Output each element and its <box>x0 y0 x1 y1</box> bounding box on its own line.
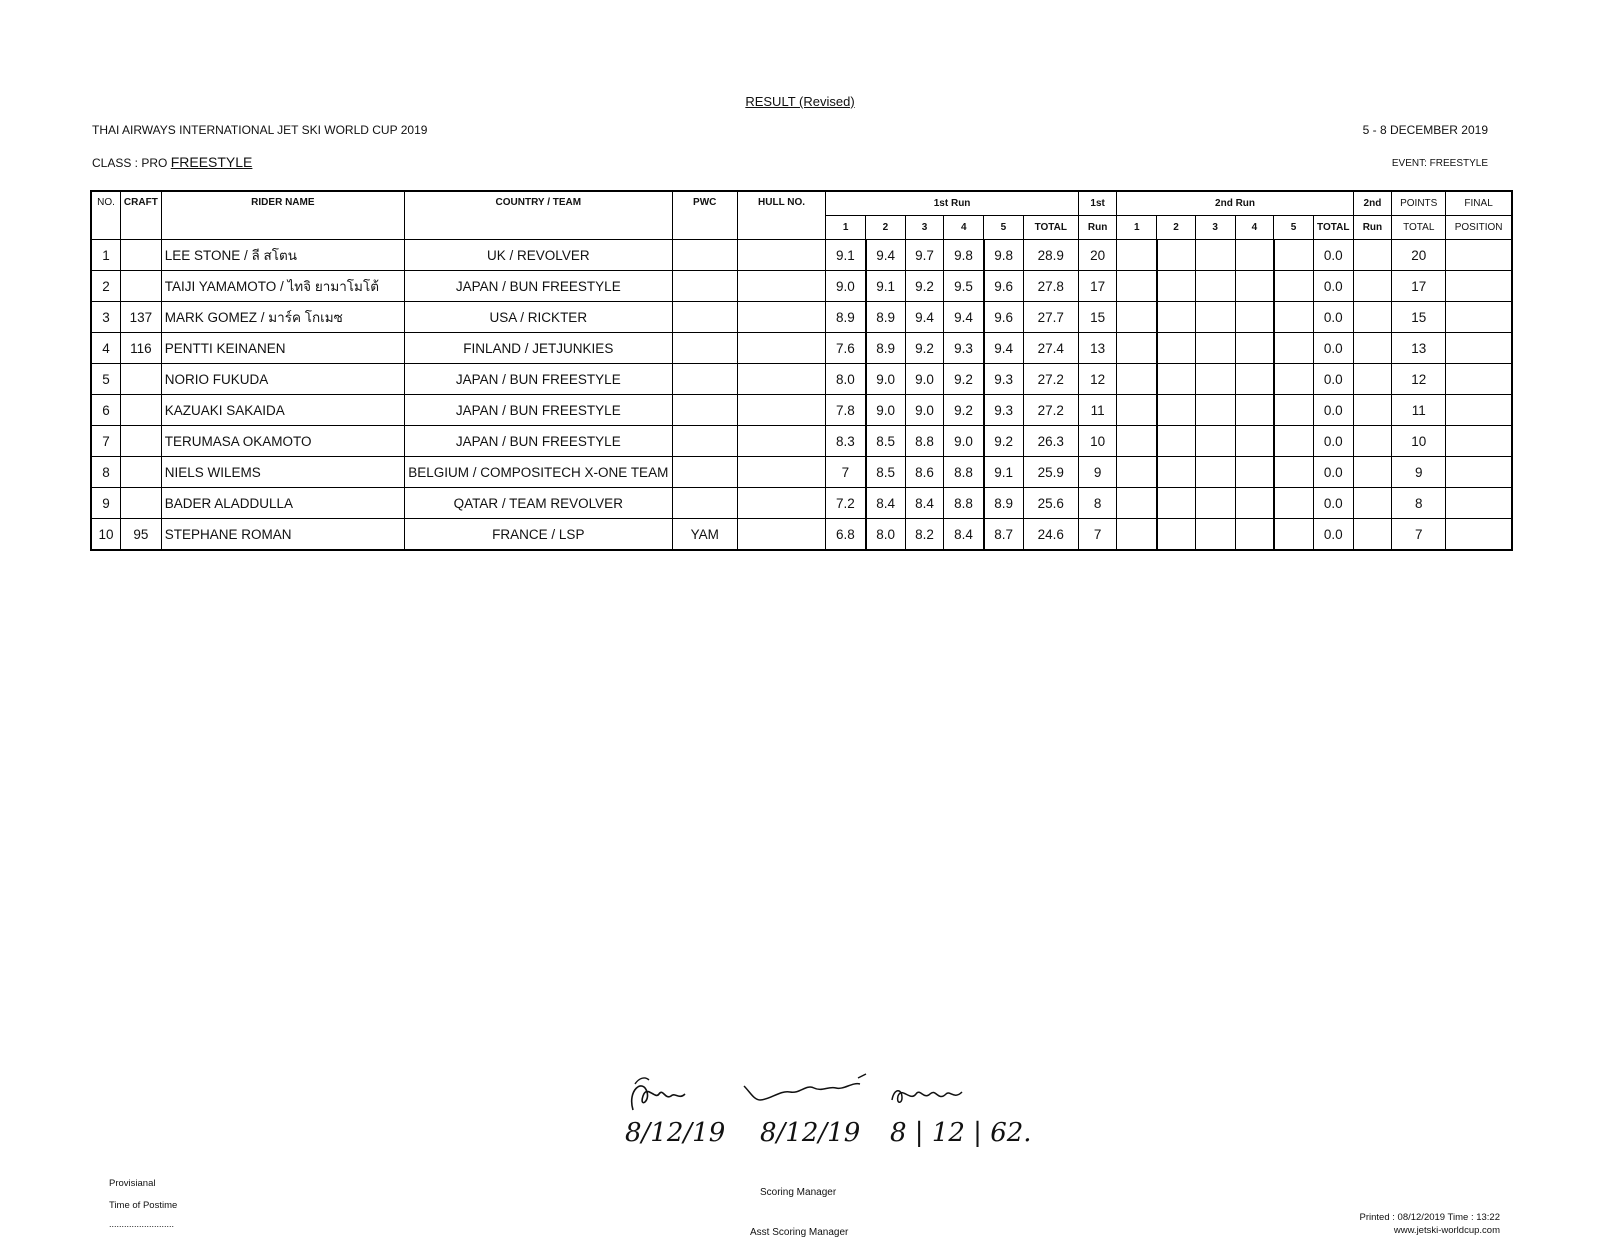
cell-run2-score <box>1274 519 1314 551</box>
time-of-postime-label: Time of Postime <box>109 1200 178 1211</box>
col-header-run1-judge: 5 <box>984 216 1024 240</box>
cell-rider: MARK GOMEZ / มาร์ค โกเมซ <box>161 302 404 333</box>
cell-country: JAPAN / BUN FREESTYLE <box>404 364 672 395</box>
col-header-run2-judge: 4 <box>1235 216 1274 240</box>
signature-date: 8/12/19 <box>625 1118 726 1148</box>
cell-run1-score: 9.0 <box>866 364 906 395</box>
cell-run1-points: 10 <box>1078 426 1117 457</box>
cell-pwc: YAM <box>672 519 737 551</box>
cell-run1-points: 12 <box>1078 364 1117 395</box>
cell-run2-score <box>1157 333 1196 364</box>
cell-points-total: 7 <box>1392 519 1446 551</box>
cell-rider: BADER ALADDULLA <box>161 488 404 519</box>
cell-run2-score <box>1195 333 1235 364</box>
cell-run2-score <box>1195 457 1235 488</box>
cell-run2-total: 0.0 <box>1313 395 1353 426</box>
col-header-craft: CRAFT <box>121 191 162 240</box>
cell-no: 9 <box>91 488 121 519</box>
table-row <box>91 364 1512 395</box>
col-header-run1-judge: 3 <box>905 216 944 240</box>
cell-run1-score: 9.4 <box>866 240 906 271</box>
cell-no: 1 <box>91 240 121 271</box>
col-header-run2-judge: 2 <box>1157 216 1196 240</box>
cell-run1-score: 9.1 <box>826 240 866 271</box>
col-header-run1-total: TOTAL <box>1023 216 1078 240</box>
cell-points-total: 20 <box>1392 240 1446 271</box>
cell-run2-score <box>1235 519 1274 551</box>
cell-run1-score: 8.7 <box>984 519 1024 551</box>
cell-run2-total: 0.0 <box>1313 271 1353 302</box>
cell-run2-score <box>1195 271 1235 302</box>
cell-country: BELGIUM / COMPOSITECH X-ONE TEAM <box>404 457 672 488</box>
cell-run1-total: 28.9 <box>1023 240 1078 271</box>
cell-run2-score <box>1235 333 1274 364</box>
cell-run1-score: 8.4 <box>866 488 906 519</box>
cell-pwc <box>672 457 737 488</box>
cell-run1-score: 9.4 <box>944 302 984 333</box>
cell-run2-total: 0.0 <box>1313 240 1353 271</box>
cell-country: JAPAN / BUN FREESTYLE <box>404 271 672 302</box>
cell-run1-points: 7 <box>1078 519 1117 551</box>
table-row <box>91 395 1512 426</box>
cell-run1-score: 8.5 <box>866 426 906 457</box>
cell-run2-score <box>1117 457 1157 488</box>
table-row <box>91 271 1512 302</box>
cell-run1-score: 9.4 <box>984 333 1024 364</box>
cell-run2-score <box>1235 488 1274 519</box>
cell-rider: STEPHANE ROMAN <box>161 519 404 551</box>
cell-run2-score <box>1235 271 1274 302</box>
col-header-hull: HULL NO. <box>737 191 826 240</box>
cell-run1-points: 17 <box>1078 271 1117 302</box>
cell-run1-points: 9 <box>1078 457 1117 488</box>
cell-run1-score: 8.0 <box>866 519 906 551</box>
cell-run2-score <box>1235 302 1274 333</box>
signature-date: 8/12/19 <box>760 1118 861 1148</box>
cell-craft <box>121 488 162 519</box>
cell-run1-score: 9.0 <box>866 395 906 426</box>
col-header-pwc: PWC <box>672 191 737 240</box>
cell-final-position <box>1446 457 1512 488</box>
cell-run1-points: 20 <box>1078 240 1117 271</box>
cell-run1-score: 8.9 <box>866 302 906 333</box>
cell-country: JAPAN / BUN FREESTYLE <box>404 426 672 457</box>
table-row <box>91 240 1512 271</box>
cell-run1-score: 7 <box>826 457 866 488</box>
table-row <box>91 426 1512 457</box>
cell-run1-score: 9.7 <box>905 240 944 271</box>
class-prefix: CLASS : PRO <box>92 156 168 170</box>
cell-run1-score: 8.2 <box>905 519 944 551</box>
cell-run1-score: 8.4 <box>905 488 944 519</box>
table-row <box>91 488 1512 519</box>
cell-run2-score <box>1274 426 1314 457</box>
cell-craft: 95 <box>121 519 162 551</box>
cell-run2-score <box>1235 457 1274 488</box>
col-header-run2-points-top: 2nd <box>1353 191 1392 216</box>
cell-run2-score <box>1195 426 1235 457</box>
cell-run2-points <box>1353 488 1392 519</box>
cell-run1-score: 9.2 <box>984 426 1024 457</box>
cell-run2-score <box>1117 271 1157 302</box>
cell-run2-points <box>1353 519 1392 551</box>
cell-run2-score <box>1195 240 1235 271</box>
col-header-run2-judge: 3 <box>1195 216 1235 240</box>
col-header-run2: 2nd Run <box>1117 191 1353 216</box>
cell-run2-score <box>1235 240 1274 271</box>
cell-run2-score <box>1157 426 1196 457</box>
cell-run1-score: 9.0 <box>905 395 944 426</box>
cell-country: FRANCE / LSP <box>404 519 672 551</box>
col-header-run2-judge: 5 <box>1274 216 1314 240</box>
cell-run1-score: 9.1 <box>866 271 906 302</box>
cell-hull <box>737 240 826 271</box>
cell-pwc <box>672 395 737 426</box>
cell-run1-score: 9.8 <box>944 240 984 271</box>
cell-hull <box>737 333 826 364</box>
col-header-run2-points-bottom: Run <box>1353 216 1392 240</box>
cell-points-total: 10 <box>1392 426 1446 457</box>
cell-run1-score: 9.2 <box>944 395 984 426</box>
cell-run1-points: 11 <box>1078 395 1117 426</box>
cell-no: 3 <box>91 302 121 333</box>
cell-run2-total: 0.0 <box>1313 426 1353 457</box>
col-header-points-top: POINTS <box>1392 191 1446 216</box>
col-header-rider: RIDER NAME <box>161 191 404 240</box>
cell-run1-score: 8.9 <box>866 333 906 364</box>
cell-run2-score <box>1235 364 1274 395</box>
cell-run1-points: 13 <box>1078 333 1117 364</box>
cell-points-total: 11 <box>1392 395 1446 426</box>
cell-country: UK / REVOLVER <box>404 240 672 271</box>
cell-points-total: 17 <box>1392 271 1446 302</box>
cell-run1-score: 9.2 <box>905 271 944 302</box>
cell-no: 2 <box>91 271 121 302</box>
cell-rider: TAIJI YAMAMOTO / ไทจิ ยามาโมโต้ <box>161 271 404 302</box>
cell-pwc <box>672 333 737 364</box>
cell-run1-points: 8 <box>1078 488 1117 519</box>
cell-pwc <box>672 488 737 519</box>
cell-hull <box>737 457 826 488</box>
cell-run1-score: 9.6 <box>984 302 1024 333</box>
signature-3 <box>888 1080 968 1110</box>
cell-run2-score <box>1117 302 1157 333</box>
cell-run2-total: 0.0 <box>1313 302 1353 333</box>
cell-craft <box>121 240 162 271</box>
cell-final-position <box>1446 426 1512 457</box>
cell-run1-score: 8.0 <box>826 364 866 395</box>
cell-no: 4 <box>91 333 121 364</box>
cell-run2-score <box>1157 271 1196 302</box>
cell-run2-score <box>1274 302 1314 333</box>
cell-run1-score: 9.5 <box>944 271 984 302</box>
cell-run2-score <box>1157 302 1196 333</box>
col-header-run2-total: TOTAL <box>1313 216 1353 240</box>
cell-run2-points <box>1353 426 1392 457</box>
cell-run2-score <box>1157 240 1196 271</box>
cell-run2-total: 0.0 <box>1313 488 1353 519</box>
cell-run2-score <box>1195 488 1235 519</box>
cell-run1-score: 9.0 <box>826 271 866 302</box>
cell-run2-score <box>1117 488 1157 519</box>
cell-run2-score <box>1117 364 1157 395</box>
cell-run1-total: 25.6 <box>1023 488 1078 519</box>
cell-run2-points <box>1353 395 1392 426</box>
website-url: www.jetski-worldcup.com <box>1393 1225 1500 1236</box>
cell-points-total: 8 <box>1392 488 1446 519</box>
col-header-run1-judge: 2 <box>866 216 906 240</box>
cell-run2-score <box>1117 519 1157 551</box>
event-name: THAI AIRWAYS INTERNATIONAL JET SKI WORLD CUP 2019 <box>92 123 428 137</box>
cell-run2-points <box>1353 333 1392 364</box>
cell-run1-score: 8.4 <box>944 519 984 551</box>
provisional-label: Provisianal <box>109 1178 156 1189</box>
cell-run2-score <box>1274 240 1314 271</box>
cell-final-position <box>1446 488 1512 519</box>
cell-points-total: 13 <box>1392 333 1446 364</box>
cell-run1-score: 9.6 <box>984 271 1024 302</box>
col-header-final-top: FINAL <box>1446 191 1512 216</box>
col-header-country: COUNTRY / TEAM <box>404 191 672 240</box>
class-line <box>92 154 252 170</box>
cell-run2-score <box>1274 333 1314 364</box>
cell-run1-score: 7.8 <box>826 395 866 426</box>
cell-hull <box>737 302 826 333</box>
class-name: FREESTYLE <box>170 154 253 170</box>
cell-rider: NORIO FUKUDA <box>161 364 404 395</box>
cell-final-position <box>1446 302 1512 333</box>
cell-pwc <box>672 364 737 395</box>
table-row <box>91 519 1512 551</box>
cell-run2-points <box>1353 302 1392 333</box>
cell-country: QATAR / TEAM REVOLVER <box>404 488 672 519</box>
cell-run1-score: 7.2 <box>826 488 866 519</box>
cell-final-position <box>1446 240 1512 271</box>
cell-run1-score: 9.1 <box>984 457 1024 488</box>
cell-run2-score <box>1195 364 1235 395</box>
cell-run1-score: 7.6 <box>826 333 866 364</box>
signature-2 <box>740 1070 880 1110</box>
cell-run1-score: 9.8 <box>984 240 1024 271</box>
cell-final-position <box>1446 333 1512 364</box>
cell-run1-score: 9.2 <box>944 364 984 395</box>
cell-craft <box>121 395 162 426</box>
cell-run2-total: 0.0 <box>1313 519 1353 551</box>
cell-rider: TERUMASA OKAMOTO <box>161 426 404 457</box>
cell-run1-total: 27.8 <box>1023 271 1078 302</box>
cell-craft <box>121 457 162 488</box>
cell-run1-score: 8.3 <box>826 426 866 457</box>
cell-no: 5 <box>91 364 121 395</box>
cell-pwc <box>672 302 737 333</box>
cell-run1-total: 27.2 <box>1023 364 1078 395</box>
cell-rider: NIELS WILEMS <box>161 457 404 488</box>
cell-run2-points <box>1353 271 1392 302</box>
signature-date: 8 | 12 | 62. <box>890 1118 1032 1148</box>
col-header-final-bottom: POSITION <box>1446 216 1512 240</box>
cell-rider: LEE STONE / ลี สโตน <box>161 240 404 271</box>
cell-run2-score <box>1274 457 1314 488</box>
cell-run1-total: 27.4 <box>1023 333 1078 364</box>
cell-run2-score <box>1274 364 1314 395</box>
table-row <box>91 302 1512 333</box>
cell-run2-score <box>1157 519 1196 551</box>
cell-run2-score <box>1157 395 1196 426</box>
col-header-run1-judge: 1 <box>826 216 866 240</box>
col-header-run1: 1st Run <box>826 191 1078 216</box>
col-header-no: NO. <box>91 191 121 240</box>
cell-run2-total: 0.0 <box>1313 333 1353 364</box>
cell-final-position <box>1446 519 1512 551</box>
asst-scoring-manager-label: Asst Scoring Manager <box>750 1227 849 1238</box>
cell-craft <box>121 426 162 457</box>
cell-run2-score <box>1195 519 1235 551</box>
signature-1 <box>625 1070 695 1120</box>
cell-run2-score <box>1235 426 1274 457</box>
cell-no: 10 <box>91 519 121 551</box>
cell-run1-total: 25.9 <box>1023 457 1078 488</box>
cell-hull <box>737 271 826 302</box>
cell-country: JAPAN / BUN FREESTYLE <box>404 395 672 426</box>
cell-run1-score: 8.6 <box>905 457 944 488</box>
cell-run2-points <box>1353 240 1392 271</box>
col-header-run2-judge: 1 <box>1117 216 1157 240</box>
cell-run1-score: 8.9 <box>984 488 1024 519</box>
cell-run2-total: 0.0 <box>1313 364 1353 395</box>
cell-run2-score <box>1195 395 1235 426</box>
cell-run2-score <box>1117 333 1157 364</box>
table-row <box>91 333 1512 364</box>
cell-rider: PENTTI KEINANEN <box>161 333 404 364</box>
col-header-points-bottom: TOTAL <box>1392 216 1446 240</box>
cell-points-total: 12 <box>1392 364 1446 395</box>
cell-points-total: 9 <box>1392 457 1446 488</box>
printed-timestamp: Printed : 08/12/2019 Time : 13:22 <box>1359 1212 1500 1223</box>
cell-hull <box>737 488 826 519</box>
cell-final-position <box>1446 395 1512 426</box>
cell-run2-score <box>1235 395 1274 426</box>
cell-no: 7 <box>91 426 121 457</box>
cell-hull <box>737 395 826 426</box>
cell-no: 8 <box>91 457 121 488</box>
event-dates: 5 - 8 DECEMBER 2019 <box>1362 123 1488 137</box>
cell-craft: 116 <box>121 333 162 364</box>
postime-dotted-line: .......................... <box>109 1219 175 1229</box>
cell-pwc <box>672 271 737 302</box>
cell-run1-points: 15 <box>1078 302 1117 333</box>
cell-run1-score: 9.3 <box>944 333 984 364</box>
cell-run2-score <box>1117 395 1157 426</box>
cell-craft <box>121 271 162 302</box>
cell-hull <box>737 519 826 551</box>
cell-pwc <box>672 240 737 271</box>
cell-craft <box>121 364 162 395</box>
cell-run1-score: 8.9 <box>826 302 866 333</box>
cell-run2-score <box>1157 457 1196 488</box>
cell-final-position <box>1446 271 1512 302</box>
cell-run2-points <box>1353 364 1392 395</box>
cell-run1-total: 26.3 <box>1023 426 1078 457</box>
cell-run1-score: 9.0 <box>944 426 984 457</box>
cell-run1-total: 24.6 <box>1023 519 1078 551</box>
cell-run2-score <box>1157 364 1196 395</box>
col-header-run1-points-bottom: Run <box>1078 216 1117 240</box>
cell-run1-score: 9.4 <box>905 302 944 333</box>
cell-run1-score: 8.8 <box>944 457 984 488</box>
cell-run1-score: 9.2 <box>905 333 944 364</box>
cell-run2-score <box>1157 488 1196 519</box>
cell-run1-score: 8.5 <box>866 457 906 488</box>
col-header-run1-judge: 4 <box>944 216 984 240</box>
cell-run2-score <box>1274 271 1314 302</box>
cell-run1-score: 8.8 <box>905 426 944 457</box>
cell-points-total: 15 <box>1392 302 1446 333</box>
cell-run1-score: 9.3 <box>984 364 1024 395</box>
cell-run1-total: 27.7 <box>1023 302 1078 333</box>
cell-country: FINLAND / JETJUNKIES <box>404 333 672 364</box>
cell-run1-score: 6.8 <box>826 519 866 551</box>
cell-run2-score <box>1117 426 1157 457</box>
cell-country: USA / RICKTER <box>404 302 672 333</box>
cell-run1-score: 8.8 <box>944 488 984 519</box>
cell-hull <box>737 426 826 457</box>
document-title: RESULT (Revised) <box>745 94 855 109</box>
cell-run2-total: 0.0 <box>1313 457 1353 488</box>
col-header-run1-points-top: 1st <box>1078 191 1117 216</box>
cell-hull <box>737 364 826 395</box>
cell-run1-score: 9.3 <box>984 395 1024 426</box>
cell-craft: 137 <box>121 302 162 333</box>
scoring-manager-label: Scoring Manager <box>760 1187 837 1198</box>
cell-run2-score <box>1117 240 1157 271</box>
cell-rider: KAZUAKI SAKAIDA <box>161 395 404 426</box>
cell-run1-total: 27.2 <box>1023 395 1078 426</box>
cell-run1-score: 9.0 <box>905 364 944 395</box>
cell-run2-points <box>1353 457 1392 488</box>
cell-run2-score <box>1274 395 1314 426</box>
results-table <box>90 190 1513 551</box>
cell-pwc <box>672 426 737 457</box>
cell-run2-score <box>1274 488 1314 519</box>
cell-final-position <box>1446 364 1512 395</box>
table-row <box>91 457 1512 488</box>
cell-no: 6 <box>91 395 121 426</box>
cell-run2-score <box>1195 302 1235 333</box>
event-label: EVENT: FREESTYLE <box>1391 158 1488 169</box>
